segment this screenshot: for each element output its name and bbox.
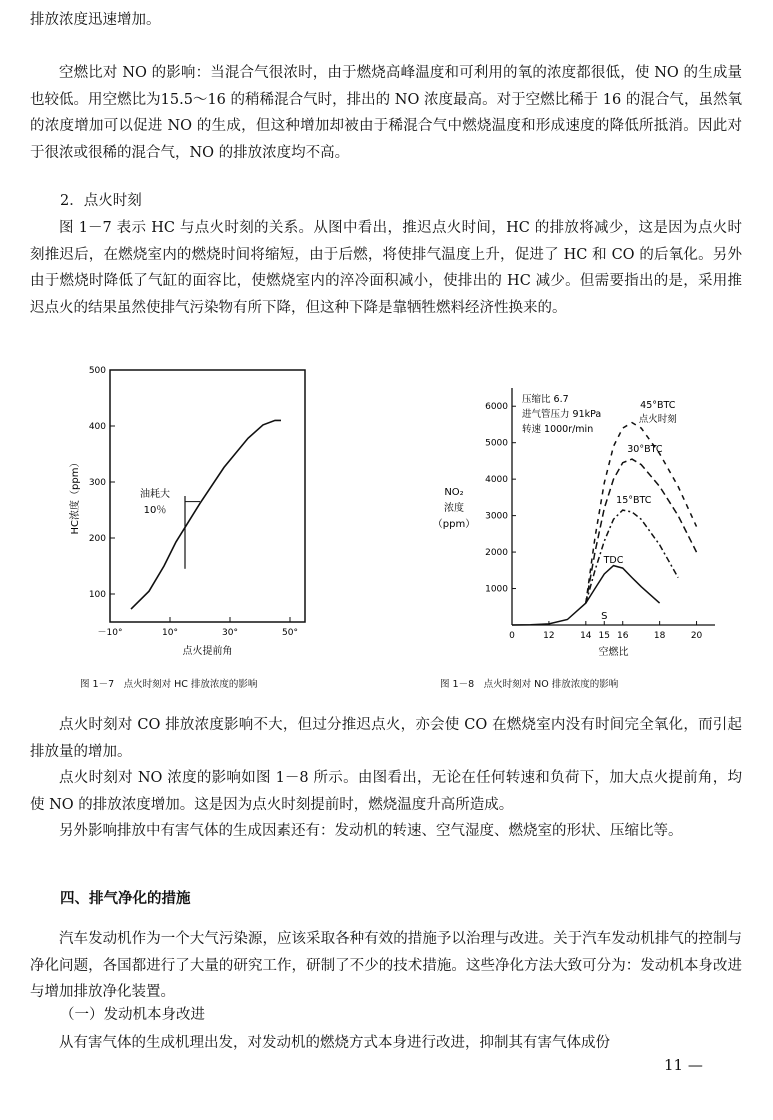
paragraph-mechanism: 从有害气体的生成机理出发，对发动机的燃烧方式本身进行改进，抑制其有害气体成份 <box>59 1035 610 1051</box>
x-tick-label: 30° <box>222 628 238 638</box>
x-tick-label: 16 <box>617 631 629 641</box>
y-tick-label: 6000 <box>485 402 508 413</box>
x-axis-label: 点火提前角 <box>182 646 233 657</box>
paragraph-no-timing: 点火时刻对 NO 浓度的影响如图 1－8 所示。由图看出，无论在任何转速和负荷下，加大点火提前角，均使 NO 的排放浓度增加。这是因为点火时刻提前时，燃烧温度升高所造成。 <box>30 770 742 813</box>
y-tick-label: 400 <box>88 422 106 432</box>
s-label: S <box>601 611 608 622</box>
no-chart <box>430 380 730 665</box>
paragraph-co-timing: 点火时刻对 CO 排放浓度影响不大，但过分推迟点火，亦会使 CO 在燃烧室内没有时间完全氧化，而引起排放量的增加。 <box>30 717 742 760</box>
x-tick-label: 10° <box>162 628 178 638</box>
chart-note: 转速 1000r/min <box>522 424 594 435</box>
y-tick-label: 1000 <box>485 584 508 595</box>
y-tick-label: 5000 <box>485 438 508 449</box>
x-tick-label: 14 <box>580 631 592 641</box>
y-tick-label: 100 <box>88 590 106 600</box>
paragraph-purification: 汽车发动机作为一个大气污染源，应该采取各种有效的措施予以治理与改进。关于汽车发动机排气的控制与净化问题，各国都进行了大量的研究工作，研制了不少的技术措施。这些净化方法大致可分为：发动机本身改进与增加排放净化装置。 <box>30 931 742 1000</box>
x-tick-label: 15 <box>598 631 610 641</box>
series-line-1 <box>586 510 678 603</box>
x-tick-label: －10° <box>97 628 123 638</box>
series-label: 45°BTC <box>640 400 676 412</box>
page-number: 11 — <box>664 1056 703 1074</box>
series-line-2 <box>586 459 697 603</box>
annotation-fuel: 油耗大 <box>140 489 170 500</box>
figure-1-7 <box>60 360 360 664</box>
hc-chart <box>60 360 360 660</box>
y-tick-label: 300 <box>88 478 106 488</box>
y-tick-label: 2000 <box>485 548 508 559</box>
x-axis-label: 空燃比 <box>598 647 629 658</box>
figure-1-7-caption: 图 1－7 点火时刻对 HC 排放浓度的影响 <box>80 679 258 690</box>
paragraph-hc-timing: 图 1－7 表示 HC 与点火时刻的关系。从图中看出，推迟点火时间，HC 的排放将减少，这是因为点火时刻推迟后，在燃烧室内的燃烧时间将缩短，由于后燃，将使排气温度上升，促进了 HC 和 CO 的后氧化。另外由于燃烧时降低了气缸的面容比，使燃烧室内的淬冷面积减小，使排出的 HC 减少。但需要指出的是，采用推迟点火的结果虽然使排气污染物有所下降，但这种下降是靠牺牲燃料经济性换来的。 <box>30 220 742 316</box>
y-axis-label: HC浓度（ppm） <box>70 457 81 535</box>
y-axis-label-line: NO₂ <box>444 487 464 498</box>
heading-section-4: 四、排气净化的措施 <box>60 891 191 907</box>
y-axis-label-line: 浓度 <box>444 503 464 514</box>
x-tick-label: 0 <box>509 631 515 641</box>
heading-engine-improvement: （一）发动机本身改进 <box>60 1007 205 1023</box>
x-tick-label: 20 <box>690 631 703 641</box>
figure-1-8 <box>430 380 730 669</box>
series-label: 点火时刻 <box>638 414 677 426</box>
heading-ignition-timing: 2．点火时刻 <box>60 193 142 209</box>
y-tick-label: 200 <box>88 534 106 544</box>
series-line-0 <box>512 566 660 625</box>
chart-note: 压缩比 6.7 <box>522 394 569 405</box>
series-label: 15°BTC <box>616 494 652 506</box>
series-label: TDC <box>603 555 624 567</box>
x-tick-label: 12 <box>543 631 555 641</box>
annotation-percent: 10％ <box>143 505 167 516</box>
figure-1-8-caption: 图 1－8 点火时刻对 NO 排放浓度的影响 <box>440 679 619 690</box>
y-tick-label: 4000 <box>485 475 508 486</box>
y-tick-label: 500 <box>88 366 106 376</box>
x-tick-label: 50° <box>282 628 298 638</box>
paragraph-af-no: 空燃比对 NO 的影响：当混合气很浓时，由于燃烧高峰温度和可利用的氧的浓度都很低，使 NO 的生成量也较低。用空燃比为15.5～16 的稍稀混合气时，排出的 NO 浓度最高。对于空燃比稀于 16 的混合气，虽然氧的浓度增加可以促进 NO 的生成，但这种增加却被由于稀混合气中燃烧温度和形成速度的降低所抵消。因此对于很浓或很稀的混合气，NO 的排放浓度均不高。 <box>30 65 742 161</box>
x-tick-label: 18 <box>653 631 666 641</box>
series-label: 30°BTC <box>627 443 663 455</box>
paragraph-0: 排放浓度迅速增加。 <box>30 12 161 28</box>
y-tick-label: 3000 <box>485 511 508 522</box>
chart-note: 进气管压力 91kPa <box>522 409 602 420</box>
y-axis-label-line: （ppm） <box>432 519 476 530</box>
paragraph-other-factors: 另外影响排放中有害气体的生成因素还有：发动机的转速、空气湿度、燃烧室的形状、压缩比等。 <box>59 823 683 839</box>
